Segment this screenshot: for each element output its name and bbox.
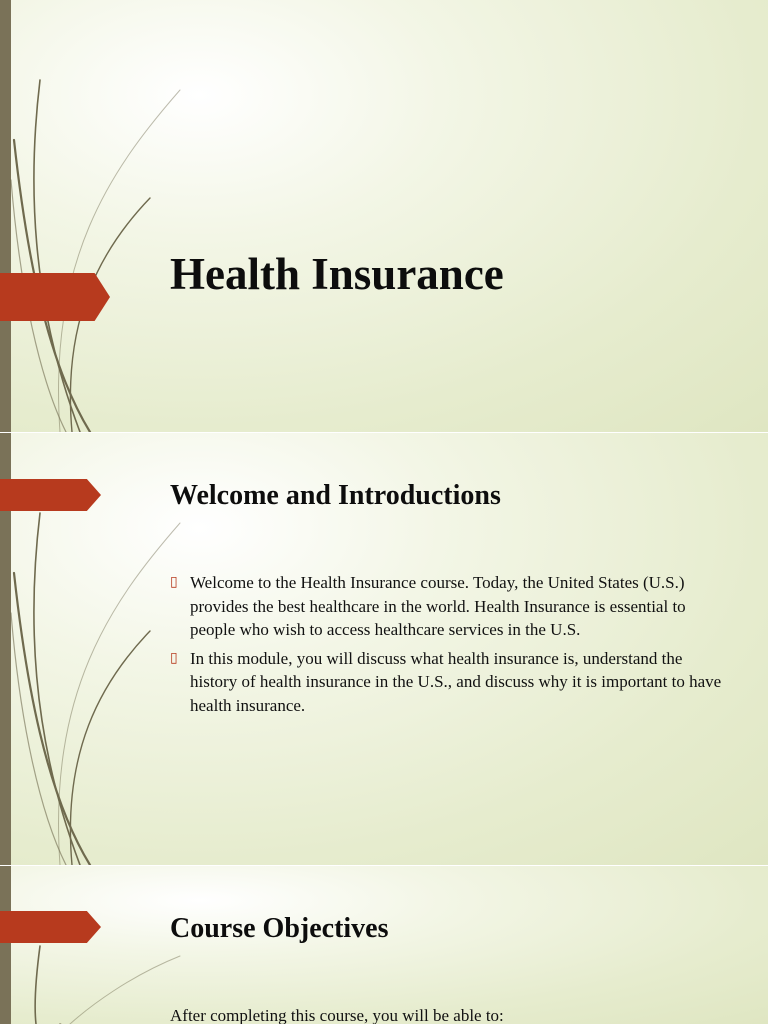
slide-heading: Course Objectives [170,913,389,944]
presentation-title: Health Insurance [170,249,504,299]
bullet-list [170,571,730,722]
list-item [170,647,730,718]
title-arrow-tab [0,273,110,321]
slide-objectives [0,866,768,1024]
section-arrow-tab [0,479,101,511]
bullet-text: In this module, you will discuss what health insurance is, understand the history of health insurance in the U.S., and discuss why it is important to have health insurance. [190,648,722,715]
section-arrow-tab [0,911,101,943]
list-item [170,571,730,642]
slide-welcome [0,433,768,865]
slide-title [0,0,768,432]
decorative-curves-icon [0,0,200,432]
intro-text: After completing this course, you will be able to: [170,1006,504,1024]
bullet-icon: ▯ [170,650,178,666]
slide-heading: Welcome and Introductions [170,480,501,511]
bullet-icon: ▯ [170,575,178,590]
bullet-text: Welcome to the Health Insurance course. Today, the United States (U.S.) provides the best healthcare in the world. Health Insurance is essential to people who wish to access healthcare services in the U.S. [190,573,686,639]
